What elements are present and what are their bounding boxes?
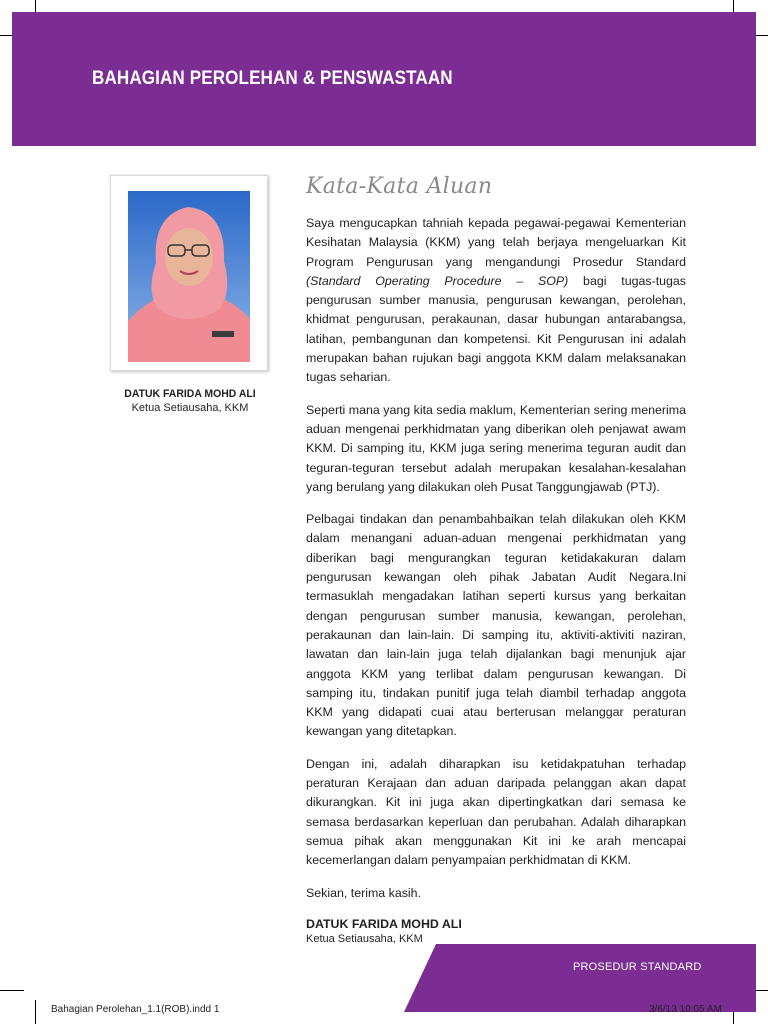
paragraph-2: Seperti mana yang kita sedia maklum, Kementerian sering menerima aduan mengenai perkhidmatan yang diberikan oleh penjawat awam KKM. Di samping itu, KKM juga sering menerima teguran audit dan teguran-teguran tersebut adalah merupakan kesalahan-kesalahan yang berulang yang dilakukan oleh Pusat Tanggungjawab (PTJ). (306, 402, 686, 494)
signature-name: DATUK FARIDA MOHD ALI (306, 916, 462, 931)
footer-label: PROSEDUR STANDARD (573, 961, 702, 973)
footer-tab (404, 944, 756, 1012)
portrait-photo (128, 191, 250, 362)
letter-body (306, 214, 686, 946)
page-header-title: BAHAGIAN PEROLEHAN & PENSWASTAAN (92, 68, 453, 89)
sop-italic-phrase: (Standard Operating Procedure – SOP) (306, 273, 569, 288)
slug-file-info: Bahagian Perolehan_1.1(ROB).indd 1 (51, 1004, 220, 1015)
paragraph-4: Dengan ini, adalah diharapkan isu ketidakpatuhan terhadap peraturan Kerajaan dan aduan daripada pelanggan akan dapat dikurangkan. Kit ini juga akan dipertingkatkan dari semasa ke semasa berdasarkan keperluan dan perubahan. Adalah diharapkan semua pihak akan menggunakan Kit ini ke arah mencapai kecemerlangan dalam penyampaian perkhidmatan di KKM. (306, 756, 686, 868)
crop-mark (35, 1000, 36, 1024)
slug-timestamp: 3/6/13 10:05 AM (649, 1004, 722, 1015)
portrait-caption-name: DATUK FARIDA MOHD ALI (124, 388, 256, 400)
portrait-caption-title: Ketua Setiausaha, KKM (131, 402, 249, 414)
crop-mark (0, 990, 24, 991)
closing-line: Sekian, terima kasih. (306, 885, 422, 900)
paragraph-3: Pelbagai tindakan dan penambahbaikan telah dilakukan oleh KKM dalam menangani aduan-aduan mengenai perkhidmatan yang diberikan bagi mengurangkan teguran ketidakakuran dalam pengurusan kewangan oleh pihak Jabatan Audit Negara.Ini termasuklah mengadakan latihan seperti kursus yang berkaitan dengan pengurusan sumber manusia, kewangan, perolehan, perakaunan dan lain-lain. Di samping itu, aktiviti-aktiviti naziran, lawatan dan lain-lain juga telah dijalankan bagi menunjuk ajar anggota KKM yang terlibat dalam pengurusan kewangan. Di samping itu, tindakan punitif juga telah diambil terhadap anggota KKM yang didapati cuai atau berterusan melanggar peraturan kewangan yang ditetapkan. (306, 512, 686, 739)
section-heading: Kata-Kata Aluan (306, 174, 493, 199)
signature-title: Ketua Setiausaha, KKM (306, 932, 423, 945)
portrait-photo-frame (110, 175, 268, 371)
paragraph-1: Saya mengucapkan tahniah kepada pegawai-pegawai Kementerian Kesihatan Malaysia (KKM) yang telah berjaya mengeluarkan Kit Program Pengurusan yang mengandungi Prosedur Standard (Standard Operating Procedure – SOP) bagi tugas-tugas pengurusan sumber manusia, pengurusan kewangan, perolehan, khidmat pengurusan, perakaunan, dasar hubungan antarabangsa, latihan, pembangunan dan kompetensi. Kit Pengurusan ini adalah merupakan bahan rujukan bagi anggota KKM dalam melaksanakan tugas seharian. (306, 216, 687, 385)
